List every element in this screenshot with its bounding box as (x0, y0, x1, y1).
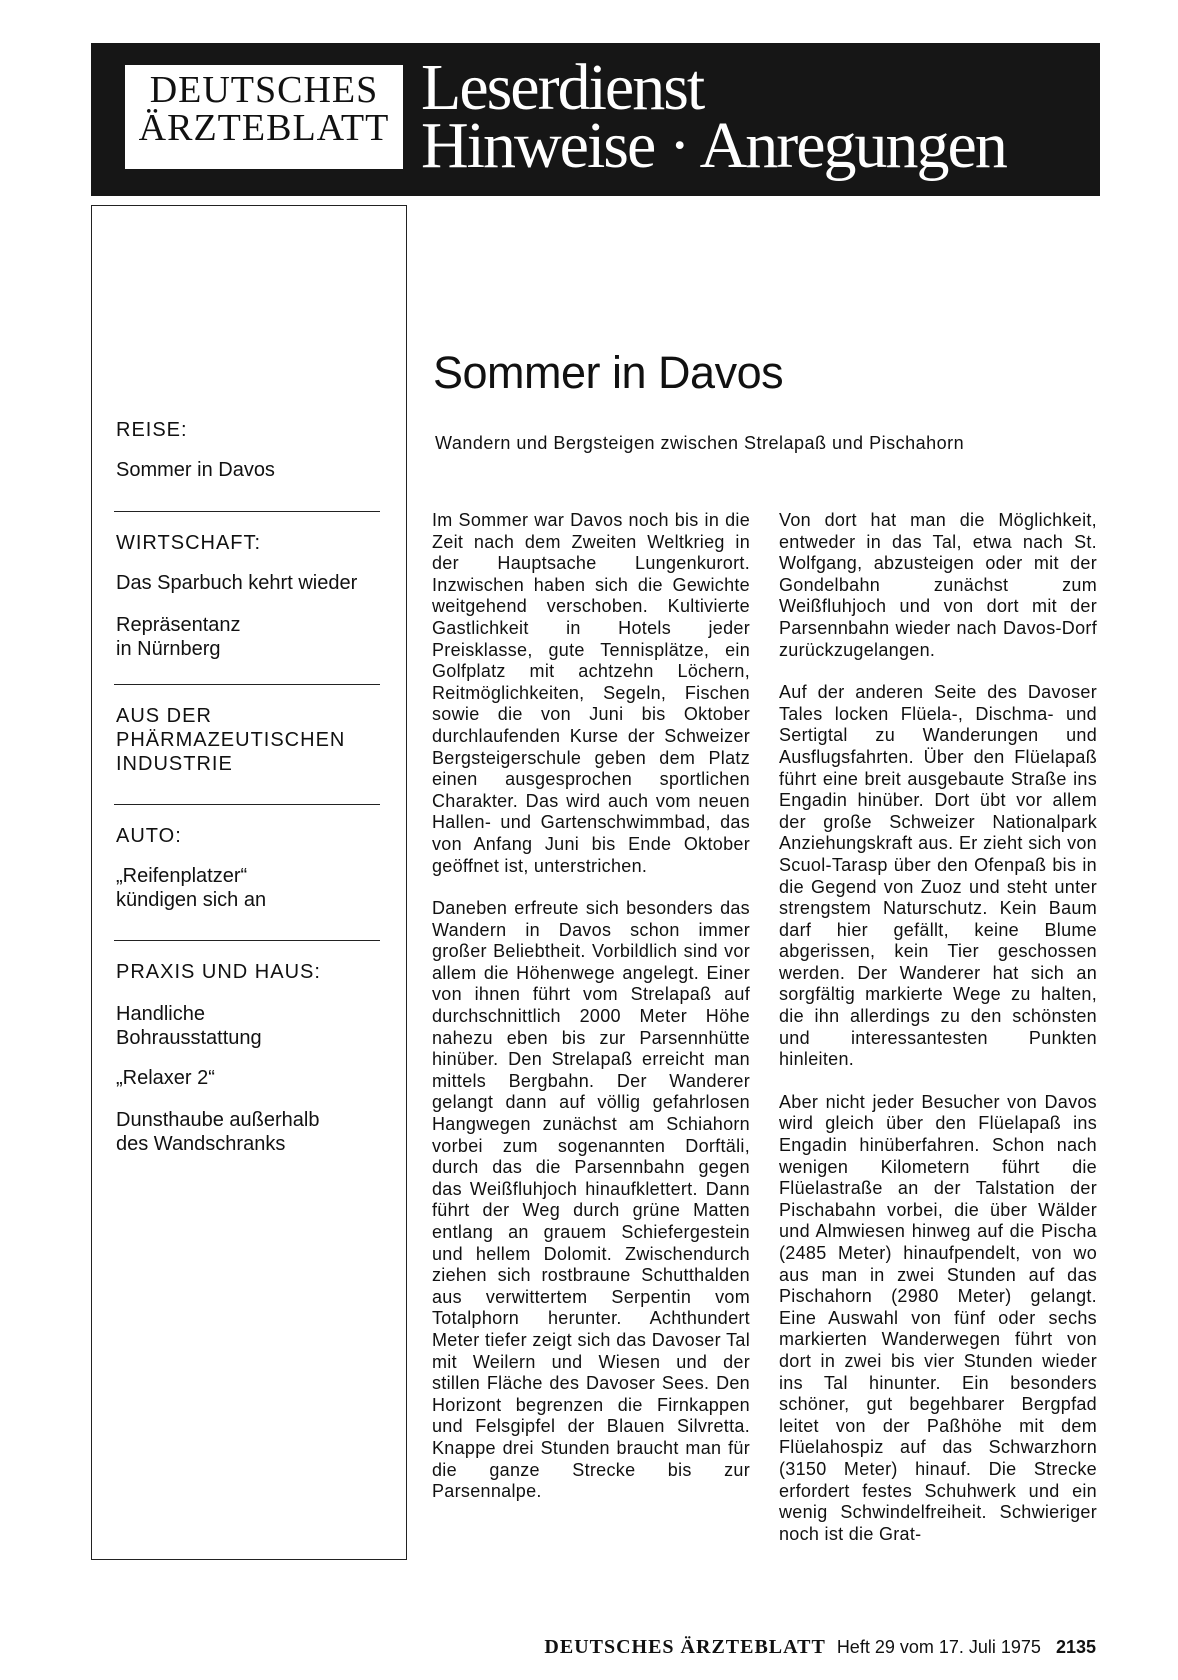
toc-divider (114, 804, 380, 805)
article-column-1 (432, 510, 750, 1524)
toc-heading-line: PHÄRMAZEUTISCHEN (116, 729, 346, 751)
toc-item-line: „Reifenplatzer“ (116, 865, 248, 887)
toc-heading-pharma (116, 704, 345, 776)
article-title: Sommer in Davos (433, 347, 784, 398)
toc-item-repraesentanz[interactable] (116, 613, 241, 661)
toc-divider (114, 684, 380, 685)
logo-line-2: ÄRZTEBLATT (138, 107, 390, 149)
table-of-contents (91, 205, 407, 1560)
article-paragraph: Aber nicht jeder Besucher von Davos wird gleich über den Flüelapaß ins Engadin hinüberfahren. Schon nach wenigen Kilometern führt die Flüelastraße an der Talstation der Pischabahn vorbei, die über Wälder und Almwiesen hinweg auf die Pischa (2485 Meter) hinaufpendelt, von wo aus man in zwei Stunden auf das Pischahorn (2980 Meter) gelangt. Eine Auswahl von fünf oder sechs markierten Wanderwegen führt von dort in zwei bis vier Stunden wieder ins Tal hinunter. Ein besonders schöner, gut begehbarer Bergpfad leitet von der Paßhöhe mit dem Flüelahospiz auf das Schwarzhorn (3150 Meter) hinauf. Die Strecke erfordert festes Schuhwerk und ein wenig Schwindelfreiheit. Schwieriger noch ist die Grat- (779, 1091, 1097, 1544)
toc-item-relaxer[interactable]: „Relaxer 2“ (116, 1067, 215, 1089)
section-title (421, 51, 1006, 182)
toc-heading-reise: REISE: (116, 419, 188, 441)
toc-item-reifenplatzer[interactable] (116, 864, 266, 912)
article-column-2 (779, 510, 1097, 1566)
toc-heading-praxis: PRAXIS UND HAUS: (116, 961, 321, 983)
toc-divider (114, 940, 380, 941)
toc-item-line: des Wandschranks (116, 1133, 286, 1155)
toc-item-line: kündigen sich an (116, 889, 267, 911)
toc-heading-line: AUS DER (116, 705, 212, 727)
toc-heading-auto: AUTO: (116, 825, 182, 847)
footer-publication: DEUTSCHES ÄRZTEBLATT (544, 1636, 826, 1658)
toc-item-line: Handliche (116, 1003, 205, 1025)
toc-item-sommer-in-davos[interactable]: Sommer in Davos (116, 459, 275, 481)
footer-issue: Heft 29 vom 17. Juli 1975 (836, 1637, 1041, 1657)
toc-item-line: Repräsentanz (116, 614, 241, 636)
logo-line-1: DEUTSCHES (149, 69, 379, 111)
article-subtitle: Wandern und Bergsteigen zwischen Strelapaß und Pischahorn (435, 433, 965, 453)
toc-divider (114, 511, 380, 512)
toc-item-line: Dunsthaube außerhalb (116, 1109, 320, 1131)
header-banner (91, 43, 1100, 196)
section-title-line-2: Hinweise · Anregungen (421, 109, 1006, 182)
toc-item-bohrausstattung[interactable] (116, 1002, 262, 1050)
article-paragraph: Auf der anderen Seite des Davoser Tales locken Flüela-, Dischma- und Sertigtal zu Wanderungen und Ausflugsfahrten. Über den Flüelapaß führt eine breit ausgebaute Straße ins Engadin hinüber. Dort übt vor allem der große Schweizer Nationalpark Anziehungskraft aus. Er zieht sich von Scuol-Tarasp über den Ofenpaß bis in die Gegend von Zuoz und steht unter strengstem Naturschutz. Kein Baum darf hier gefällt, keine Blume abgerissen, kein Tier geschossen werden. Der Wanderer hat sich an sorgfältig markierte Wege zu halten, die ihn allerdings zu den schönsten und interessantesten Punkten hinleiten. (779, 682, 1097, 1070)
page-footer (544, 1636, 1096, 1658)
toc-item-dunsthaube[interactable] (116, 1108, 319, 1156)
publication-logo (125, 65, 403, 169)
article-paragraph: Von dort hat man die Möglichkeit, entweder in das Tal, etwa nach St. Wolfgang, abzusteigen oder mit der Gondelbahn zunächst zum Weißfluhjoch und von dort mit der Parsennbahn wieder nach Davos-Dorf zurückzugelangen. (779, 510, 1097, 660)
toc-heading-line: INDUSTRIE (116, 753, 233, 775)
toc-item-line: in Nürnberg (116, 638, 221, 660)
page-number: 2135 (1055, 1637, 1096, 1657)
toc-item-sparbuch[interactable]: Das Sparbuch kehrt wieder (116, 572, 358, 594)
toc-heading-wirtschaft: WIRTSCHAFT: (116, 532, 262, 554)
toc-item-line: Bohrausstattung (116, 1027, 262, 1049)
article-paragraph: Daneben erfreute sich besonders das Wandern in Davos schon immer großer Beliebtheit. Vorbildlich sind vor allem die Höhenwege angelegt. Einer von ihnen führt vom Strelapaß auf durchschnittlich 2000 Meter Höhe nahezu eben bis zur Parsennhütte hinüber. Den Strelapaß erreicht man mittels Bergbahn. Der Wanderer gelangt dann auf völlig gefahrlosen Hangwegen zunächst am Schiahorn vorbei zum sogenannten Dorftäli, durch das die Parsennbahn gegen das Weißfluhjoch hinaufklettert. Dann führt der Weg durch grüne Matten entlang an grauem Schiefergestein und hellem Dolomit. Zwischendurch ziehen sich rostbraune Schutthalden aus verwittertem Serpentin vom Totalphorn herunter. Achthundert Meter tiefer zeigt sich das Davoser Tal mit Weilern und Wiesen und der stillen Fläche des Davoser Sees. Den Horizont begrenzen die Firnkappen und Felsgipfel der Blauen Silvretta. Knappe drei Stunden braucht man für die ganze Strecke bis zur Parsennalpe. (432, 898, 750, 1502)
section-title-line-1: Leserdienst (421, 51, 704, 124)
article-paragraph: Im Sommer war Davos noch bis in die Zeit nach dem Zweiten Weltkrieg in der Hauptsache Lungenkurort. Inzwischen haben sich die Gewichte weitgehend verschoben. Kultivierte Gastlichkeit in Hotels jeder Preisklasse, gute Tennisplätze, ein Golfplatz mit achtzehn Löchern, Reitmöglichkeiten, Segeln, Fischen sowie die von Juni bis Oktober durchlaufenden Kurse der Schweizer Bergsteigerschule geben dem Platz einen ausgesprochen sportlichen Charakter. Das wird auch vom neuen Hallen- und Gartenschwimmbad, das von Anfang Juni bis Ende Oktober geöffnet ist, unterstrichen. (432, 510, 750, 876)
